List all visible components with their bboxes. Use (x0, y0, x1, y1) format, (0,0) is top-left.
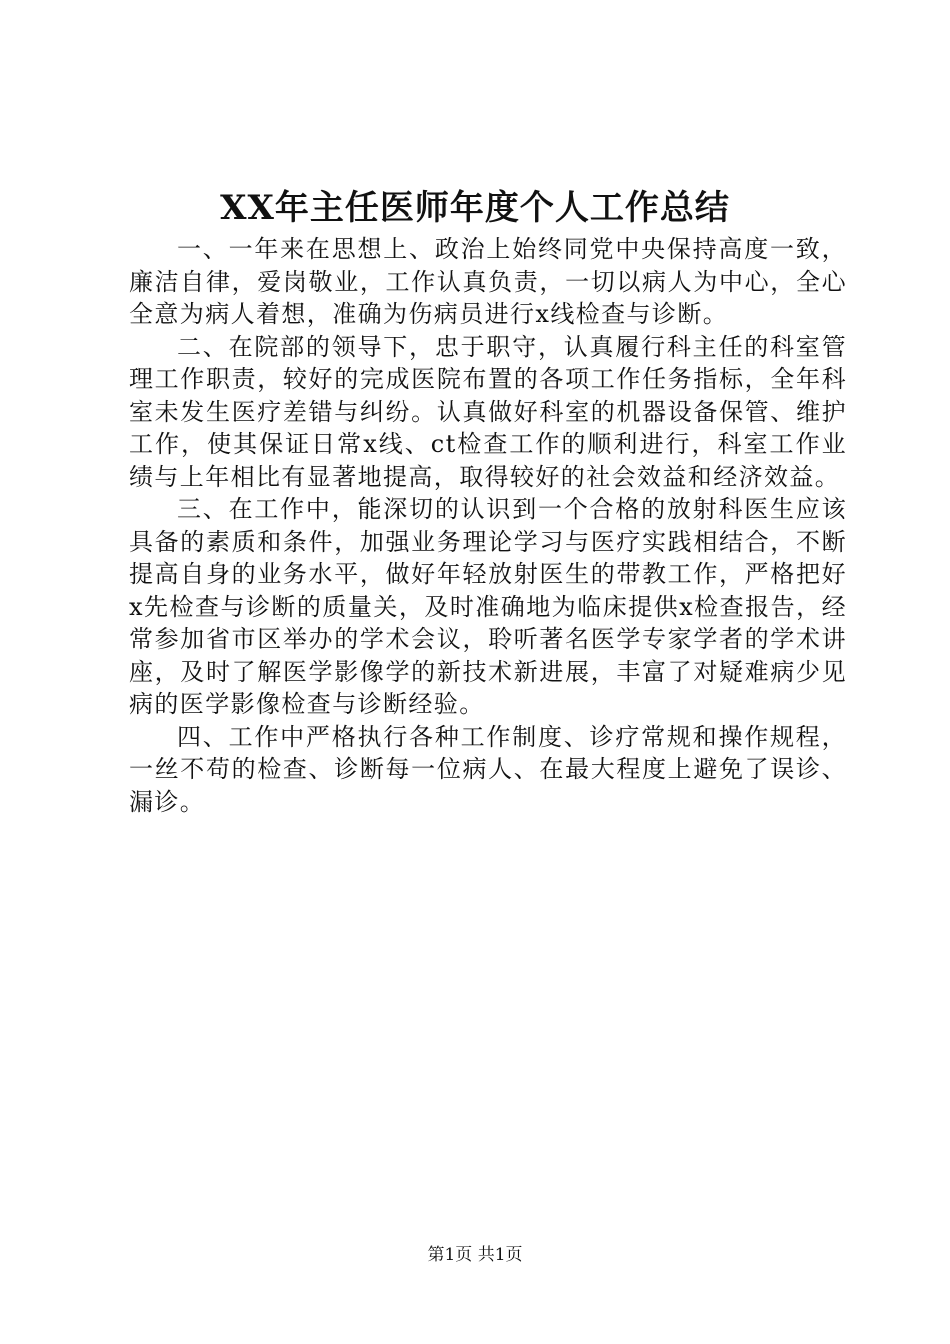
paragraph-1: 一、一年来在思想上、政治上始终同党中央保持高度一致，廉洁自律，爱岗敬业，工作认真负责，一切以病人为中心，全心全意为病人着想，准确为伤病员进行x线检查与诊断。 (129, 235, 847, 328)
paragraph-3: 三、在工作中，能深切的认识到一个合格的放射科医生应该具备的素质和条件，加强业务理论学习与医疗实践相结合，不断提高自身的业务水平，做好年轻放射医生的带教工作，严格把好x先检查与诊断的质量关，及时准确地为临床提供x检查报告，经常参加省市区举办的学术会议，聆听著名医学专家学者的学术讲座，及时了解医学影像学的新技术新进展，丰富了对疑难病少见病的医学影像检查与诊断经验。 (129, 495, 847, 718)
paragraph-4: 四、工作中严格执行各种工作制度、诊疗常规和操作规程，一丝不苟的检查、诊断每一位病人、在最大程度上避免了误诊、漏诊。 (129, 722, 847, 816)
paragraph-2: 二、在院部的领导下，忠于职守，认真履行科主任的科室管理工作职责，较好的完成医院布置的各项工作任务指标，全年科室未发生医疗差错与纠纷。认真做好科室的机器设备保管、维护工作，使其保证日常x线、ct检查工作的顺利进行，科室工作业绩与上年相比有显著地提高，取得较好的社会效益和经济效益。 (129, 332, 847, 491)
document-body (129, 233, 847, 818)
page-footer: 第1页 共1页 (427, 1245, 523, 1265)
document-title: XX年主任医师年度个人工作总结 (220, 188, 730, 228)
